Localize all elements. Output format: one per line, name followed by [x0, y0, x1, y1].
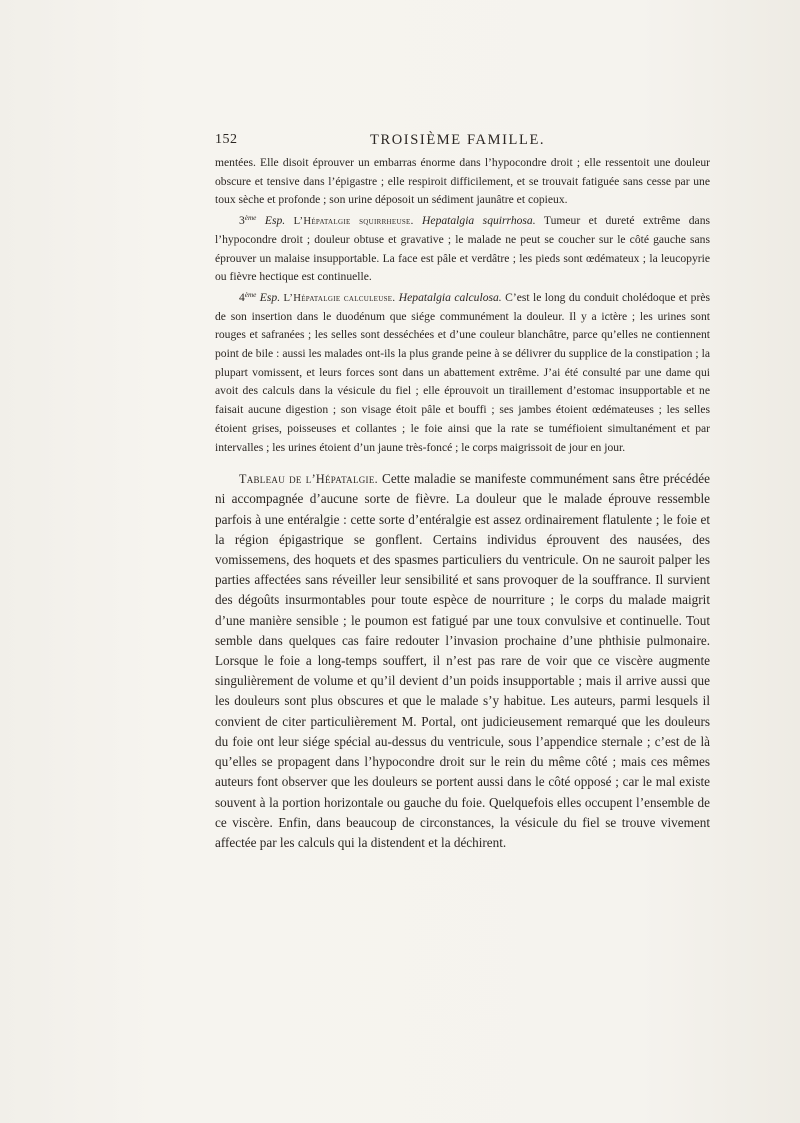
page-header [215, 130, 710, 154]
paragraph-continued: mentées. Elle disoit éprouver un embarras énorme dans l’hypocondre droit ; elle ressentoit une douleur obscure et tensive dans l’épigastre ; elle respiroit difficilement, et se trouvait fatiguée sans cesse par une toux sèche et profonde ; son urine déposoit un sédiment jaunâtre et copieux. [215, 156, 710, 207]
species-4-title: L’Hépatalgie calculeuse. [283, 291, 396, 304]
species-4-body: C’est le long du conduit cholédoque et près de son insertion dans le duodénum que siége communément la douleur. Il y a ictère ; les urines sont rouges et safranées ; les selles sont desséchées et d’une couleur blanchâtre, parce qu’elles ne contiennent point de bile : aussi les malades ont-ils la plus grande peine à se délivrer du supplice de la constipation ; la plupart vomissent, et leurs forces sont dans un abattement extrême. J’ai été consulté par une dame qui avoit des calculs dans la vésicule du fiel ; elle éprouvoit un tiraillement d’estomac insupportable et ne faisait aucune digestion ; son visage étoit pâle et bouffi ; ses jambes étoient œdémateuses ; les selles étoient grises, poisseuses et collantes ; le foie ainsi que la rate se tuméfioient simultanément et par intervalles ; les urines étoient d’un jaune très-foncé ; le corps maigrissoit de jour en jour. [215, 290, 710, 454]
species-4-latin: Hepatalgia calculosa. [398, 290, 502, 304]
species-3-ordinal: ème [244, 214, 257, 223]
species-3-title: L’Hépatalgie squirrheuse. [293, 215, 414, 228]
tableau-body: Cette maladie se manifeste communément sans être précédée ni accompagnée d’aucune sorte de fièvre. La douleur que le malade éprouve ressemble parfois à une entéralgie : cette sorte d’entéralgie est assez ordinairement flatulente ; le foie et la région épigastrique se gonflent. Certains individus éprouvent des nausées, des vomissemens, des hoquets et des spasmes particuliers du ventricule. On ne sauroit palper les parties affectées sans réveiller leur sensibilité et sans provoquer de la souffrance. Il survient des dégoûts insurmontables pour toute espèce de nourriture ; le corps du malade maigrit d’une manière sensible ; le poumon est fatigué par une toux convulsive et continuelle. Tout semble dans quelques cas faire redouter l’invasion prochaine d’une phthisie pulmonaire. Lorsque le foie a long-temps souffert, il n’est pas rare de voir que ce viscère augmente singulièrement de volume et qu’il devient d’un poids insupportable ; mais il arrive aussi que les douleurs sont plus obscures et que le malade s’y habitue. Les auteurs, parmi lesquels il convient de citer particulièrement M. Portal, ont judicieusement remarqué que les douleurs du foie ont leur siége spécial au-dessus du ventricule, sous l’appendice sternale ; c’est de là qu’elles se propagent dans l’hypocondre droit sur le rein du même côté ; mais ces mêmes auteurs font observer que les douleurs se portent aussi dans le côté opposé ; car le mal existe souvent à la portion horizontale ou gauche du foie. Quelquefois elles occupent l’ensemble de ce viscère. Enfin, dans beaucoup de circonstances, la vésicule du fiel se trouve vivement affectée par les calculs qui la distendent et la déchirent. [215, 471, 711, 850]
tableau-paragraph [215, 469, 710, 853]
tableau-title: Tableau de l’Hépatalgie. [239, 472, 378, 487]
species-4-ordinal: ème [244, 290, 257, 299]
species-3-esp: Esp. [264, 214, 286, 228]
species-4-number: 4 [239, 290, 245, 304]
species-4-paragraph [215, 289, 710, 457]
species-3-latin: Hepatalgia squirrhosa. [422, 214, 536, 228]
page-number: 152 [215, 132, 238, 147]
text-block [215, 130, 710, 853]
species-4-esp: Esp. [259, 290, 281, 304]
species-3-number: 3 [239, 214, 245, 228]
running-head: TROISIÈME FAMILLE. [370, 132, 546, 148]
species-3-paragraph [215, 212, 710, 287]
species-3-body: Tumeur et dureté extrême dans l’hypocondre droit ; douleur obtuse et gravative ; le malade ne peut se coucher sur le côté gauche sans éprouver un malaise insupportable. La face est pâle et verdâtre ; les pieds sont œdémateux ; la leucopyrie ou fièvre hectique est continuelle. [215, 214, 711, 284]
